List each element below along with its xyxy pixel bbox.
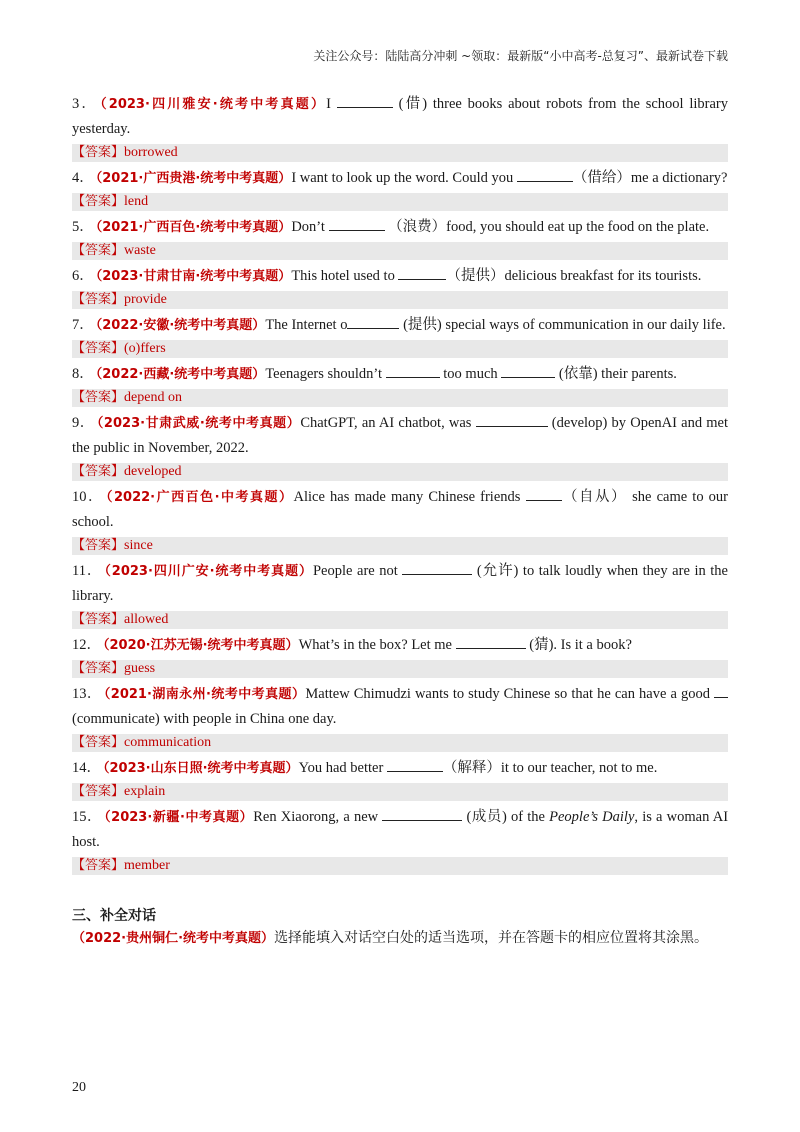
answer-blank	[387, 757, 443, 772]
answer-tag: 【答案】	[72, 145, 125, 160]
question-item	[72, 805, 728, 855]
answer-tag: 【答案】	[72, 661, 125, 676]
answer-blank	[382, 806, 462, 821]
question-text: （提供）delicious breakfast for its tourists.	[446, 268, 702, 284]
answer-tag: 【答案】	[72, 858, 125, 873]
answer-row	[72, 193, 728, 211]
question-item	[72, 215, 728, 240]
answer-blank	[526, 486, 562, 501]
question-text: This hotel used to	[291, 268, 399, 284]
question-source: （2023·四川广安·统考中考真题）	[104, 564, 313, 579]
question-number: 13．	[72, 686, 102, 702]
answer-value: guess	[124, 661, 156, 676]
answer-value: communication	[124, 735, 212, 750]
page-number: 20	[72, 1080, 86, 1095]
question-source: （2022·广西百色·中考真题）	[106, 490, 294, 505]
answer-value: since	[124, 538, 153, 553]
question-number: 14．	[72, 760, 101, 776]
answer-value: waste	[124, 243, 156, 258]
question-number: 10．	[72, 489, 104, 505]
question-number: 9．	[72, 415, 95, 431]
question-text: (猜). Is it a book?	[525, 637, 632, 653]
question-text: too much	[439, 366, 502, 382]
answer-value: explain	[124, 784, 166, 799]
answer-row	[72, 734, 728, 752]
question-source: （2023·山东日照·统考中考真题）	[103, 761, 299, 776]
question-text: (communicate) with people in China one day.	[72, 711, 337, 727]
question-number: 8．	[72, 366, 94, 382]
question-source: （2020·江苏无锡·统考中考真题）	[103, 638, 299, 653]
question-text: (借) three books about robots from the school library yesterday.	[72, 96, 728, 137]
question-item	[72, 166, 728, 191]
question-text: （解释）it to our teacher, not to me.	[442, 760, 658, 776]
question-text: Don’t	[291, 219, 329, 235]
question-source: （2022·安徽·统考中考真题）	[95, 318, 266, 333]
question-text: (提供) special ways of communication in our daily life.	[399, 317, 726, 333]
question-text: What’s in the box? Let me	[298, 637, 456, 653]
answer-value: (o)ffers	[124, 341, 166, 356]
answer-row	[72, 291, 728, 309]
answer-tag: 【答案】	[72, 612, 125, 627]
question-item	[72, 756, 728, 781]
question-text: People are not	[312, 563, 403, 579]
answer-tag: 【答案】	[72, 390, 125, 405]
question-text: (develop) by OpenAI and met the public in November, 2022.	[72, 415, 729, 456]
answer-blank	[517, 167, 573, 182]
question-text-italic: People’s Daily	[549, 809, 635, 825]
answer-tag: 【答案】	[72, 194, 125, 209]
question-text: I	[326, 96, 337, 112]
question-number: 12．	[72, 637, 101, 653]
section-title: 三、补全对话	[72, 908, 156, 924]
question-number: 6．	[72, 268, 94, 284]
question-number: 11．	[72, 563, 103, 579]
answer-row	[72, 783, 728, 801]
question-text: (成员) of the	[462, 809, 550, 825]
question-source: （2021·湖南永州·统考中考真题）	[103, 687, 306, 702]
answer-value: provide	[124, 292, 167, 307]
question-source: （2023·甘肃甘南·统考中考真题）	[95, 269, 292, 284]
question-text: The Internet o	[265, 317, 348, 333]
answer-row	[72, 340, 728, 358]
question-number: 7．	[72, 317, 94, 333]
answer-tag: 【答案】	[72, 243, 125, 258]
question-number: 15．	[72, 809, 103, 825]
question-number: 4．	[72, 170, 94, 186]
question-number: 3．	[72, 96, 99, 112]
question-text: （借给）me a dictionary?	[572, 170, 728, 186]
page-header: 关注公众号：陆陆高分冲刺 ~领取：最新版“小中高考-总复习”、最新试卷下载	[313, 49, 728, 63]
question-text: Ren Xiaorong, a new	[253, 809, 383, 825]
question-item	[72, 485, 728, 535]
question-text: You had better	[298, 760, 387, 776]
question-text: （浪费）food, you should eat up the food on the plate.	[384, 219, 710, 235]
question-number: 5．	[72, 219, 94, 235]
question-source: （2022·西藏·统考中考真题）	[95, 367, 266, 382]
question-text: ChatGPT, an AI chatbot, was	[300, 415, 476, 431]
question-source: （2021·广西百色·统考中考真题）	[95, 220, 292, 235]
answer-blank	[329, 216, 385, 231]
answer-blank	[337, 93, 393, 108]
answer-blank	[402, 560, 472, 575]
answer-row	[72, 463, 728, 481]
answer-row	[72, 242, 728, 260]
answer-value: lend	[124, 194, 149, 209]
answer-tag: 【答案】	[72, 784, 125, 799]
question-source: （2021·广西贵港·统考中考真题）	[95, 171, 292, 186]
answer-blank	[386, 363, 440, 378]
answer-tag: 【答案】	[72, 735, 125, 750]
answer-row	[72, 857, 728, 875]
answer-blank	[476, 412, 548, 427]
question-text: Mattew Chimudzi wants to study Chinese so that he can have a good	[305, 686, 715, 702]
section-source: （2022·贵州铜仁·统考中考真题）	[72, 931, 275, 946]
question-text: (依靠) their parents.	[555, 366, 677, 382]
question-text: (允许) to talk loudly when they are in the library.	[72, 563, 728, 604]
answer-blank	[501, 363, 555, 378]
question-item	[72, 559, 728, 609]
section-intro	[72, 925, 728, 952]
question-item	[72, 313, 728, 338]
question-source: （2023·四川雅安·统考中考真题）	[100, 97, 327, 112]
answer-value: member	[124, 858, 170, 873]
answer-value: depend on	[124, 390, 182, 405]
answer-tag: 【答案】	[72, 341, 125, 356]
answer-blank	[714, 683, 728, 698]
answer-value: borrowed	[124, 145, 178, 160]
answer-tag: 【答案】	[72, 464, 125, 479]
question-item	[72, 411, 728, 461]
question-item	[72, 682, 728, 732]
answer-tag: 【答案】	[72, 292, 125, 307]
answer-blank	[347, 314, 399, 329]
question-text: Alice has made many Chinese friends	[293, 489, 526, 505]
question-text: （自从） she came to our school.	[72, 489, 729, 530]
question-item	[72, 633, 728, 658]
answer-blank	[456, 634, 526, 649]
question-text: Teenagers shouldn’t	[265, 366, 386, 382]
answer-blank	[398, 265, 446, 280]
answer-row	[72, 660, 728, 678]
question-source: （2023·甘肃武威·统考中考真题）	[96, 416, 301, 431]
content	[72, 92, 728, 952]
answer-row	[72, 537, 728, 555]
question-text: , is a woman AI host.	[72, 809, 729, 850]
answer-value: allowed	[124, 612, 169, 627]
question-item	[72, 362, 728, 387]
answer-row	[72, 611, 728, 629]
question-source: （2023·新疆·中考真题）	[104, 810, 254, 825]
answer-row	[72, 144, 728, 162]
answer-value: developed	[124, 464, 182, 479]
answer-tag: 【答案】	[72, 538, 125, 553]
question-text: I want to look up the word. Could you	[291, 170, 517, 186]
question-item	[72, 264, 728, 289]
section-instructions: 选择能填入对话空白处的适当选项，并在答题卡的相应位置将其涂黑。	[274, 930, 709, 946]
answer-row	[72, 389, 728, 407]
question-item	[72, 92, 728, 142]
